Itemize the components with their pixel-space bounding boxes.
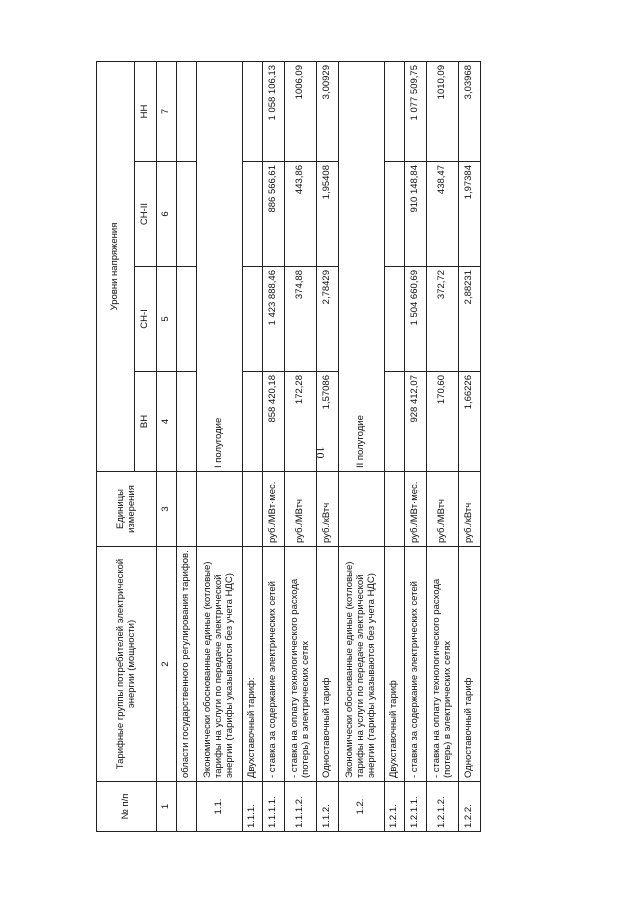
table-row-section [339,62,385,832]
row-value-sn1: 2,78429 [317,267,339,372]
row-number: 1.2.1. [385,782,405,832]
table-row [263,62,285,832]
row-value-nn: 1010,09 [427,62,459,162]
row-name: Двухставочный тариф: [243,547,263,782]
table-row [385,62,405,832]
table-row-section [197,62,243,832]
row-name: Двухставочный тариф [385,547,405,782]
row-unit: руб./кВтч [459,472,481,547]
row-number: 1.2.1.2. [427,782,459,832]
row-name: - ставка за содержание электрических сетей [405,547,427,782]
row-name: области государственного регулирования тарифов. [177,547,197,782]
row-value-nn: 1 077 509,75 [405,62,427,162]
row-unit [177,472,197,547]
row-value-vn: 170,60 [427,372,459,472]
row-value-vn: 858 420,18 [263,372,285,472]
half-year-label: I полугодие [197,62,243,472]
row-value [243,372,263,472]
row-value-sn1: 1 423 888,46 [263,267,285,372]
row-value-sn1: 2,88231 [459,267,481,372]
row-name: - ставка за содержание электрических сетей [263,547,285,782]
row-value-sn1: 374,88 [285,267,317,372]
table-row [459,62,481,832]
row-value [177,162,197,267]
column-number: 7 [157,62,177,162]
row-unit [243,472,263,547]
row-number: 1.2. [339,782,385,832]
row-value-vn: 172,28 [285,372,317,472]
row-value-sn2: 910 148,84 [405,162,427,267]
row-number: 1.2.1.1. [405,782,427,832]
row-unit: руб./МВт·мес. [405,472,427,547]
tariff-table [96,61,481,832]
row-value-sn1: 372,72 [427,267,459,372]
row-unit [339,472,385,547]
row-value-sn2: 886 566,61 [263,162,285,267]
row-name: Одноставочный тариф [459,547,481,782]
column-number: 3 [157,472,177,547]
row-value-nn: 1006,09 [285,62,317,162]
row-value [385,372,405,472]
page-number: 10 [313,446,328,459]
header-level-sn1: СН-I [135,267,157,372]
row-unit [197,472,243,547]
header-level-sn2: СН-II [135,162,157,267]
row-number: 1.1.1.1. [263,782,285,832]
row-unit [385,472,405,547]
row-value-sn1: 1 504 660,69 [405,267,427,372]
row-value-vn: 928 412,07 [405,372,427,472]
row-value [177,62,197,162]
row-number: 1.1.1. [243,782,263,832]
header-level-nn: НН [135,62,157,162]
row-number: 1.2.2. [459,782,481,832]
row-number: 1.1.1.2. [285,782,317,832]
row-name: - ставка на оплату технологического расхода (потерь) в электрических сетях [285,547,317,782]
header-number: № п/п [97,782,157,832]
row-value [177,267,197,372]
table-row [405,62,427,832]
row-value-sn2: 1,97384 [459,162,481,267]
row-value-nn: 3,03968 [459,62,481,162]
rotated-table-container [96,62,475,832]
table-row [177,62,197,832]
row-value-sn2: 438,47 [427,162,459,267]
row-value-vn: 1,66226 [459,372,481,472]
row-name: - ставка на оплату технологического расхода (потерь) в электрических сетях [427,547,459,782]
row-value [385,162,405,267]
column-number: 4 [157,372,177,472]
header-unit: Единицы измерения [97,472,157,547]
row-value-nn: 1 058 106,13 [263,62,285,162]
row-unit: руб./МВтч [427,472,459,547]
row-value-sn2: 443,86 [285,162,317,267]
header-voltage-levels: Уровни напряжения [97,62,135,472]
row-value [385,62,405,162]
row-number: 1.1. [197,782,243,832]
row-name: Одноставочный тариф [317,547,339,782]
row-value-sn2: 1,95408 [317,162,339,267]
row-number: 1.1.2. [317,782,339,832]
table-row [285,62,317,832]
row-unit: руб./МВт·мес. [263,472,285,547]
column-number: 5 [157,267,177,372]
row-value-vn: 1,57086 [317,372,339,472]
row-unit: руб./МВтч [285,472,317,547]
header-group: Тарифные группы потребителей электрической энергии (мощности) [97,547,157,782]
table-row [243,62,263,832]
table-row [427,62,459,832]
row-value [243,162,263,267]
half-year-label: II полугодие [339,62,385,472]
column-number: 1 [157,782,177,832]
row-number [177,782,197,832]
row-value [385,267,405,372]
row-name: Экономически обоснованные единые (котловые) тарифы на услуги по передаче электрической энергии (тарифы указываются без учета НДС) [339,547,385,782]
row-unit: руб./кВтч [317,472,339,547]
row-value [243,267,263,372]
row-value [177,372,197,472]
header-level-vn: ВН [135,372,157,472]
column-number: 6 [157,162,177,267]
row-value-nn: 3,00929 [317,62,339,162]
column-number: 2 [157,547,177,782]
table-row [317,62,339,832]
row-value [243,62,263,162]
row-name: Экономически обоснованные единые (котловые) тарифы на услуги по передаче электрической энергии (тарифы указываются без учета НДС) [197,547,243,782]
